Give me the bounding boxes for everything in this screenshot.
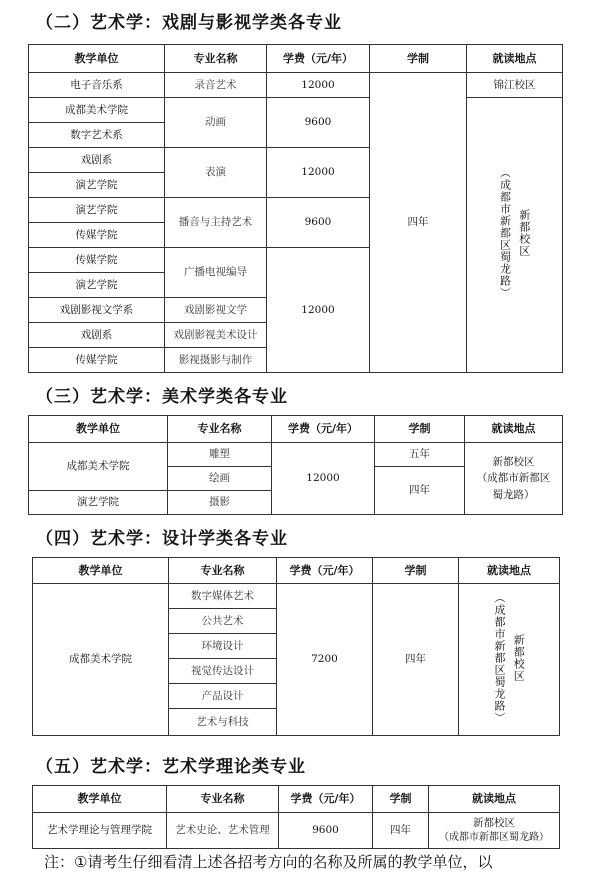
header-duration: 学制 <box>373 558 459 584</box>
header-unit: 教学单位 <box>33 558 169 584</box>
location-sub: （成都市新都区蜀龙路） <box>498 167 512 300</box>
header-unit: 教学单位 <box>33 786 167 813</box>
fee-cell: 9600 <box>267 198 370 248</box>
major-cell: 摄影 <box>168 491 272 515</box>
duration-cell: 四年 <box>373 584 459 736</box>
duration-cell: 五年 <box>375 443 465 467</box>
location-cell <box>429 813 560 849</box>
fee-cell: 12000 <box>272 443 375 515</box>
unit-cell: 演艺学院 <box>29 491 168 515</box>
fee-cell: 9600 <box>279 813 373 849</box>
table-drama-film <box>28 44 563 373</box>
location-line: （成都市新都区蜀龙路） <box>439 832 549 844</box>
table-art-theory <box>32 785 560 849</box>
table-fine-arts <box>28 415 563 515</box>
major-cell: 广播电视编导 <box>165 248 267 298</box>
fee-cell: 12000 <box>267 73 370 98</box>
header-duration: 学制 <box>370 45 467 73</box>
header-fee: 学费（元/年） <box>272 416 375 443</box>
major-cell: 公共艺术 <box>169 609 277 634</box>
table-design <box>32 557 560 736</box>
fee-cell: 12000 <box>267 248 370 373</box>
location-cell <box>465 443 563 515</box>
location-cell: 锦江校区 <box>467 73 563 98</box>
unit-cell: 电子音乐系 <box>29 73 165 98</box>
location-cell-xindu <box>467 98 563 373</box>
major-cell: 播音与主持艺术 <box>165 198 267 248</box>
major-cell: 录音艺术 <box>165 73 267 98</box>
unit-cell: 成都美术学院 <box>29 98 165 123</box>
duration-cell: 四年 <box>373 813 429 849</box>
major-cell: 艺术与科技 <box>169 709 277 736</box>
unit-cell: 戏剧系 <box>29 323 165 348</box>
unit-cell: 成都美术学院 <box>29 443 168 491</box>
major-cell: 环境设计 <box>169 634 277 659</box>
header-major: 专业名称 <box>168 416 272 443</box>
header-location: 就读地点 <box>459 558 560 584</box>
location-line: （成都市新都区 <box>476 472 551 485</box>
unit-cell: 传媒学院 <box>29 348 165 373</box>
header-unit: 教学单位 <box>29 45 165 73</box>
footnote: 注：①请考生仔细看清上述各招考方向的名称及所属的教学单位，以 <box>44 853 493 871</box>
header-duration: 学制 <box>375 416 465 443</box>
duration-cell: 四年 <box>370 73 467 373</box>
major-cell: 表演 <box>165 148 267 198</box>
header-fee: 学费（元/年） <box>277 558 373 584</box>
major-cell: 雕塑 <box>168 443 272 467</box>
unit-cell: 演艺学院 <box>29 273 165 298</box>
section-5-title: （五）艺术学：艺术学理论类专业 <box>36 757 306 777</box>
section-2-title: （二）艺术学：戏剧与影视学类各专业 <box>36 13 342 33</box>
unit-cell: 戏剧系 <box>29 148 165 173</box>
header-fee: 学费（元/年） <box>267 45 370 73</box>
unit-cell: 演艺学院 <box>29 198 165 223</box>
major-cell: 产品设计 <box>169 684 277 709</box>
header-unit: 教学单位 <box>29 416 168 443</box>
unit-cell: 成都美术学院 <box>33 584 169 736</box>
unit-cell: 数字艺术系 <box>29 123 165 148</box>
unit-cell: 戏剧影视文学系 <box>29 298 165 323</box>
major-cell: 戏剧影视文学 <box>165 298 267 323</box>
fee-cell: 9600 <box>267 98 370 148</box>
location-cell-xindu <box>459 584 560 736</box>
location-main: 新都校区 <box>512 633 526 682</box>
duration-cell: 四年 <box>375 467 465 515</box>
header-major: 专业名称 <box>165 45 267 73</box>
location-main: 新都校区 <box>517 209 531 258</box>
unit-cell: 艺术学理论与管理学院 <box>33 813 167 849</box>
header-major: 专业名称 <box>167 786 279 813</box>
header-location: 就读地点 <box>465 416 563 443</box>
major-cell: 戏剧影视美术设计 <box>165 323 267 348</box>
major-cell: 视觉传达设计 <box>169 659 277 684</box>
location-sub: （成都市新都区蜀龙路） <box>493 591 506 724</box>
fee-cell: 12000 <box>267 148 370 198</box>
location-line: 新都校区 <box>492 455 535 468</box>
header-duration: 学制 <box>373 786 429 813</box>
section-3-title: （三）艺术学：美术学类各专业 <box>36 387 288 407</box>
major-cell: 数字媒体艺术 <box>169 584 277 609</box>
major-cell: 绘画 <box>168 467 272 491</box>
header-major: 专业名称 <box>169 558 277 584</box>
unit-cell: 演艺学院 <box>29 173 165 198</box>
unit-cell: 传媒学院 <box>29 223 165 248</box>
header-fee: 学费（元/年） <box>279 786 373 813</box>
location-line: 新都校区 <box>473 816 515 829</box>
header-location: 就读地点 <box>467 45 563 73</box>
major-cell: 影视摄影与制作 <box>165 348 267 373</box>
section-4-title: （四）艺术学：设计学类各专业 <box>36 529 288 549</box>
header-location: 就读地点 <box>429 786 560 813</box>
fee-cell: 7200 <box>277 584 373 736</box>
major-cell: 艺术史论、艺术管理 <box>167 813 279 849</box>
major-cell: 动画 <box>165 98 267 148</box>
unit-cell: 传媒学院 <box>29 248 165 273</box>
location-line: 蜀龙路） <box>492 488 535 501</box>
